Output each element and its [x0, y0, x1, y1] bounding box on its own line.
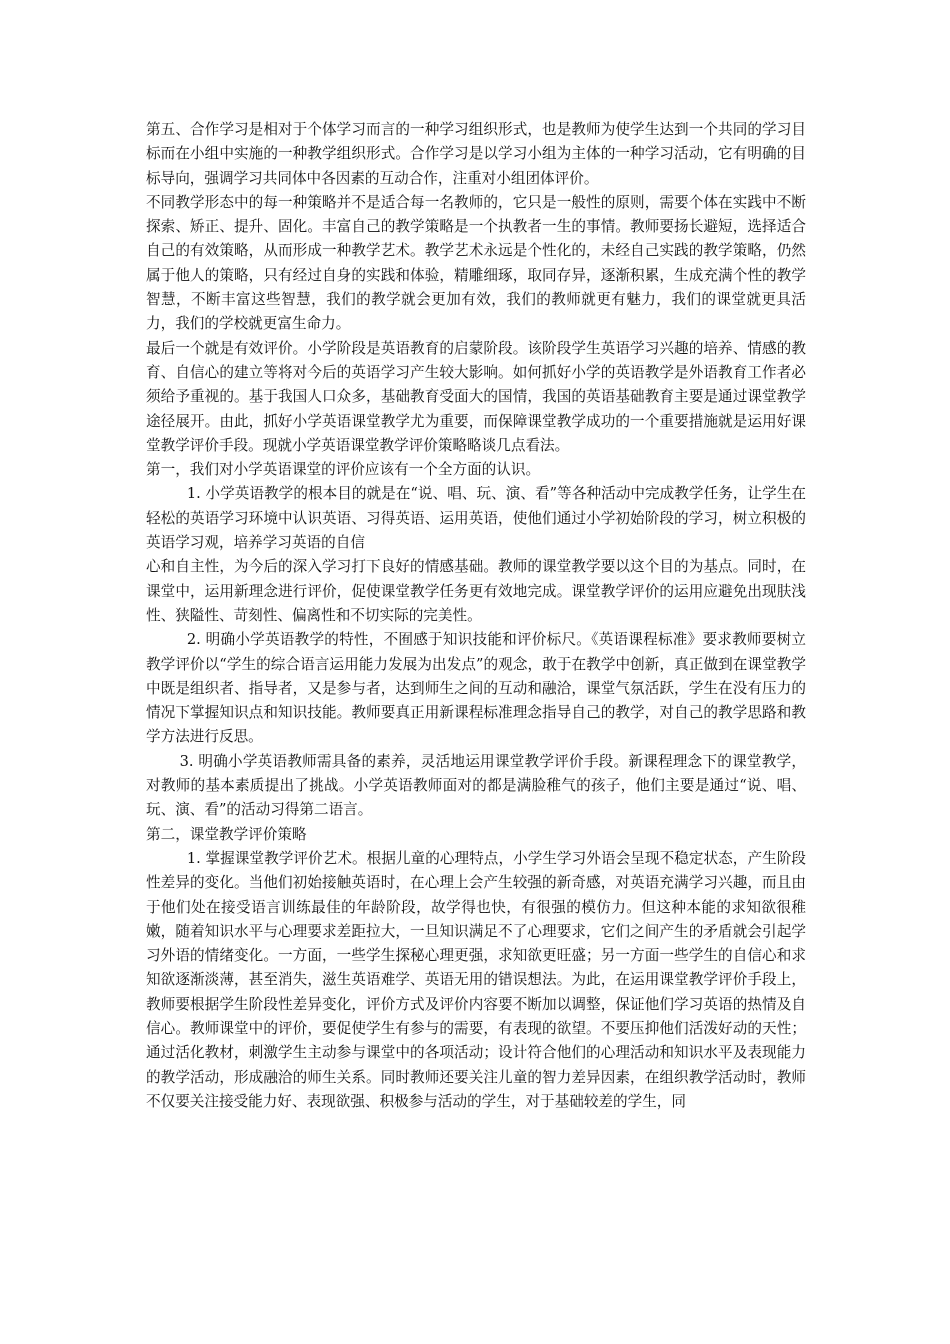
paragraph-item-1: 1. 小学英语教学的根本目的就是在“说、唱、玩、演、看”等各种活动中完成教学任务，让学生在轻松的英语学习环境中认识英语、习得英语、运用英语，使他们通过小学初始阶段的学习，树立积极的英语学习观，培养学习英语的自信: [146, 485, 806, 552]
document-body: [146, 118, 806, 1114]
paragraph-strategy-1: 1. 掌握课堂教学评价艺术。根据儿童的心理特点，小学生学习外语会呈现不稳定状态，产生阶段性差异的变化。当他们初始接触英语时，在心理上会产生较强的新奇感，对英语充满学习兴趣，而且由于他们处在接受语言训练最佳的年龄阶段，故学得也快，有很强的模仿力。但这种本能的求知欲很稚嫩，随着知识水平与心理要求差距拉大，一旦知识满足不了心理要求，它们之间产生的矛盾就会引起学习外语的情绪变化。一方面，一些学生探秘心理更强，求知欲更旺盛；另一方面一些学生的自信心和求知欲逐渐淡薄，甚至消失，滋生英语难学、英语无用的错误想法。为此，在运用课堂教学评价手段上，教师要根据学生阶段性差异变化，评价方式及评价内容要不断加以调整，保证他们学习英语的热情及自信心。教师课堂中的评价，要促使学生有参与的需要，有表现的欲望。不要压抑他们活泼好动的天性；通过活化教材，刺激学生主动参与课堂中的各项活动；设计符合他们的心理活动和知识水平及表现能力的教学活动，形成融洽的师生关系。同时教师还要关注儿童的智力差异因素，在组织教学活动时，教师不仅要关注接受能力好、表现欲强、积极参与活动的学生，对于基础较差的学生，同: [146, 849, 806, 1110]
paragraph-effective-evaluation: 最后一个就是有效评价。小学阶段是英语教育的启蒙阶段。该阶段学生英语学习兴趣的培养、情感的教育、自信心的建立等将对今后的英语学习产生较大影响。如何抓好小学的英语教学是外语教育工作者必须给予重视的。基于我国人口众多，基础教育受面大的国情，我国的英语基础教育主要是通过课堂教学途径展开。由此，抓好小学英语课堂教学尤为重要，而保障课堂教学成功的一个重要措施就是运用好课堂教学评价手段。现就小学英语课堂教学评价策略略谈几点看法。: [146, 339, 806, 454]
paragraph-teaching-strategy: 不同教学形态中的每一种策略并不是适合每一名教师的，它只是一般性的原则，需要个体在实践中不断探索、矫正、提升、固化。丰富自己的教学策略是一个执教者一生的事情。教师要扬长避短，选择适合自己的有效策略，从而形成一种教学艺术。教学艺术永远是个性化的，未经自己实践的教学策略，仍然属于他人的策略，只有经过自身的实践和体验，精雕细琢，取同存异，逐渐积累，生成充满个性的教学智慧，不断丰富这些智慧，我们的教学就会更加有效，我们的教师就更有魅力，我们的课堂就更具活力，我们的学校就更富生命力。: [146, 193, 806, 333]
paragraph-item-3: 3. 明确小学英语教师需具备的素养，灵活地运用课堂教学评价手段。新课程理念下的课堂教学，对教师的基本素质提出了挑战。小学英语教师面对的都是满脸稚气的孩子，他们主要是通过“说、唱、玩、演、看”的活动习得第二语言。: [146, 752, 806, 819]
paragraph-item-1-continued: 心和自主性，为今后的深入学习打下良好的情感基础。教师的课堂教学要以这个目的为基点。同时，在课堂中，运用新理念进行评价，促使课堂教学任务更有效地完成。课堂教学评价的运用应避免出现肤浅性、狭隘性、苛刻性、偏离性和不切实际的完美性。: [146, 558, 806, 624]
section-heading-second: 第二，课堂教学评价策略: [146, 825, 307, 843]
paragraph-cooperative-learning: 第五、合作学习是相对于个体学习而言的一种学习组织形式，也是教师为使学生达到一个共同的学习目标而在小组中实施的一种教学组织形式。合作学习是以学习小组为主体的一种学习活动，它有明确的目标导向，强调学习共同体中各因素的互动合作，注重对小组团体评价。: [146, 121, 806, 187]
section-heading-first: 第一，我们对小学英语课堂的评价应该有一个全方面的认识。: [146, 461, 541, 479]
paragraph-item-2: 2. 明确小学英语教学的特性，不囿感于知识技能和评价标尺。《英语课程标准》要求教师要树立教学评价以“学生的综合语言运用能力发展为出发点”的观念，敢于在教学中创新，真正做到在课堂教学中既是组织者、指导者，又是参与者，达到师生之间的互动和融洽，课堂气氛活跃，学生在没有压力的情况下掌握知识点和知识技能。教师要真正用新课程标准理念指导自己的教学，对自己的教学思路和教学方法进行反思。: [146, 631, 806, 746]
